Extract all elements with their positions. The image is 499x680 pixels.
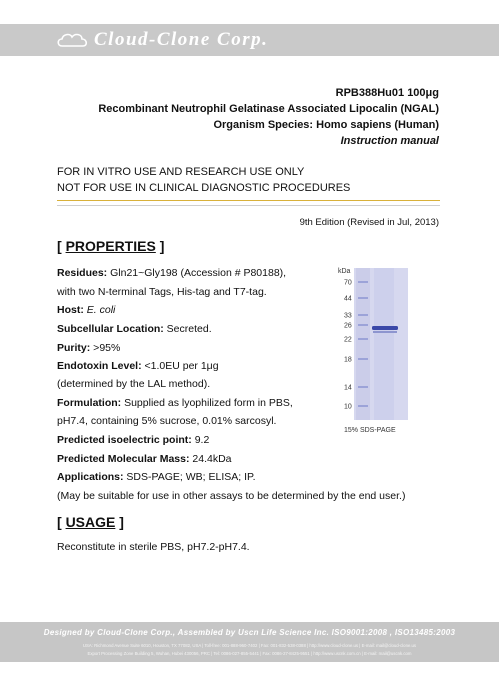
sds-page-gel-figure xyxy=(340,266,444,436)
cloud-logo-icon xyxy=(56,29,90,51)
residues-label: Residues: xyxy=(57,267,108,279)
formulation-continued: pH7.4, containing 5% sucrose, 0.01% sarcosyl. xyxy=(57,415,277,427)
sample-lane xyxy=(374,268,394,420)
brand-name: Cloud-Clone Corp. xyxy=(94,29,269,50)
marker-lane xyxy=(356,268,370,420)
applications-row xyxy=(57,470,256,484)
usage-title: USAGE xyxy=(65,514,116,530)
brand-header xyxy=(0,24,499,56)
clinical-use-notice: NOT FOR USE IN CLINICAL DIAGNOSTIC PROCEDURES xyxy=(57,182,351,194)
heading-bracket: [ xyxy=(57,514,66,530)
residues-continued: with two N-terminal Tags, His-tag and T7-tag. xyxy=(57,286,267,298)
usage-text: Reconstitute in sterile PBS, pH7.2-pH7.4. xyxy=(57,541,250,553)
marker-label-18kda: 18 xyxy=(344,356,352,364)
subcellular-row xyxy=(57,322,212,336)
marker-label-33kda: 33 xyxy=(344,312,352,320)
marker-label-22kda: 22 xyxy=(344,336,352,344)
isoelectric-label: Predicted isoelectric point: xyxy=(57,434,192,446)
marker-band-26kda xyxy=(358,324,368,326)
endotoxin-value: <1.0EU per 1μg xyxy=(141,360,219,372)
manual-title: Instruction manual xyxy=(340,135,439,147)
properties-heading xyxy=(57,237,164,255)
marker-band-14kda xyxy=(358,386,368,388)
endotoxin-row xyxy=(57,359,219,373)
subcellular-value: Secreted. xyxy=(163,323,212,335)
marker-band-22kda xyxy=(358,338,368,340)
purity-value: >95% xyxy=(90,342,121,354)
applications-note: (May be suitable for use in other assays to be determined by the end user.) xyxy=(57,490,406,502)
formulation-value: Supplied as lyophilized form in PBS, xyxy=(121,397,293,409)
molecular-mass-label: Predicted Molecular Mass: xyxy=(57,453,190,465)
formulation-label: Formulation: xyxy=(57,397,122,409)
top-margin xyxy=(0,0,499,24)
brand-logo xyxy=(56,27,268,53)
product-name: Recombinant Neutrophil Gelatinase Associated Lipocalin (NGAL) xyxy=(98,103,439,115)
formulation-row xyxy=(57,396,293,410)
marker-band-33kda xyxy=(358,314,368,316)
residues-value: Gln21~Gly198 (Accession # P80188), xyxy=(107,267,287,279)
subcellular-label: Subcellular Location: xyxy=(57,323,164,335)
gel-unit-label: kDa xyxy=(338,268,351,275)
marker-band-18kda xyxy=(358,358,368,360)
footer-prc-address: Export Processing Zone Building 5, Wuhan, Hubei 430056, PRC | Tel: 0086-027-855-5441 | Fax: 0086-27-8425-9551 | http://www.uscnk.com.cn | E-mail: mail@uscnk.com xyxy=(87,651,412,656)
heading-bracket: [ xyxy=(57,238,66,254)
isoelectric-row xyxy=(57,433,209,447)
divider-gray xyxy=(57,205,440,206)
marker-label-10kda: 10 xyxy=(344,403,352,411)
host-label: Host: xyxy=(57,304,84,316)
marker-band-44kda xyxy=(358,297,368,299)
marker-label-70kda: 70 xyxy=(344,279,352,287)
footer-bar xyxy=(0,622,499,662)
divider-gold xyxy=(57,200,440,201)
residues-row xyxy=(57,266,286,280)
marker-band-70kda xyxy=(358,281,368,283)
molecular-mass-row xyxy=(57,452,232,466)
host-value: E. coli xyxy=(86,304,116,316)
applications-value: SDS-PAGE; WB; ELISA; IP. xyxy=(123,471,256,483)
molecular-mass-value: 24.4kDa xyxy=(189,453,232,465)
endotoxin-continued: (determined by the LAL method). xyxy=(57,378,211,390)
marker-label-44kda: 44 xyxy=(344,295,352,303)
heading-bracket: ] xyxy=(155,238,165,254)
protein-band xyxy=(372,326,398,330)
endotoxin-label: Endotoxin Level: xyxy=(57,360,142,372)
gel-caption: 15% SDS-PAGE xyxy=(344,427,396,434)
usage-heading xyxy=(57,513,124,531)
marker-label-14kda: 14 xyxy=(344,384,352,392)
isoelectric-value: 9.2 xyxy=(191,434,210,446)
applications-label: Applications: xyxy=(57,471,124,483)
research-use-notice: FOR IN VITRO USE AND RESEARCH USE ONLY xyxy=(57,166,305,178)
marker-band-10kda xyxy=(358,405,368,407)
purity-row xyxy=(57,341,120,355)
edition-info: 9th Edition (Revised in Jul, 2013) xyxy=(299,217,439,228)
host-row xyxy=(57,303,115,317)
heading-bracket: ] xyxy=(115,514,124,530)
catalog-number: RPB388Hu01 100μg xyxy=(335,87,439,99)
organism-species: Organism Species: Homo sapiens (Human) xyxy=(213,119,439,131)
properties-title: PROPERTIES xyxy=(65,238,156,254)
purity-label: Purity: xyxy=(57,342,91,354)
marker-label-26kda: 26 xyxy=(344,322,352,330)
footer-usa-address: USA: Richmond Avenue Suite 6010, Houston, TX 77082, USA | Toll-free: 001-888-960-7402 | Fax: 001-832-538-0388 | http://www.cloud-clone.us | E-mail: mail@cloud-clone.us xyxy=(82,643,417,648)
footer-credits: Designed by Cloud-Clone Corp., Assembled by Uscn Life Science Inc. ISO9001:2008 , ISO13485:2003 xyxy=(43,628,456,637)
protein-band-shadow xyxy=(373,331,397,333)
